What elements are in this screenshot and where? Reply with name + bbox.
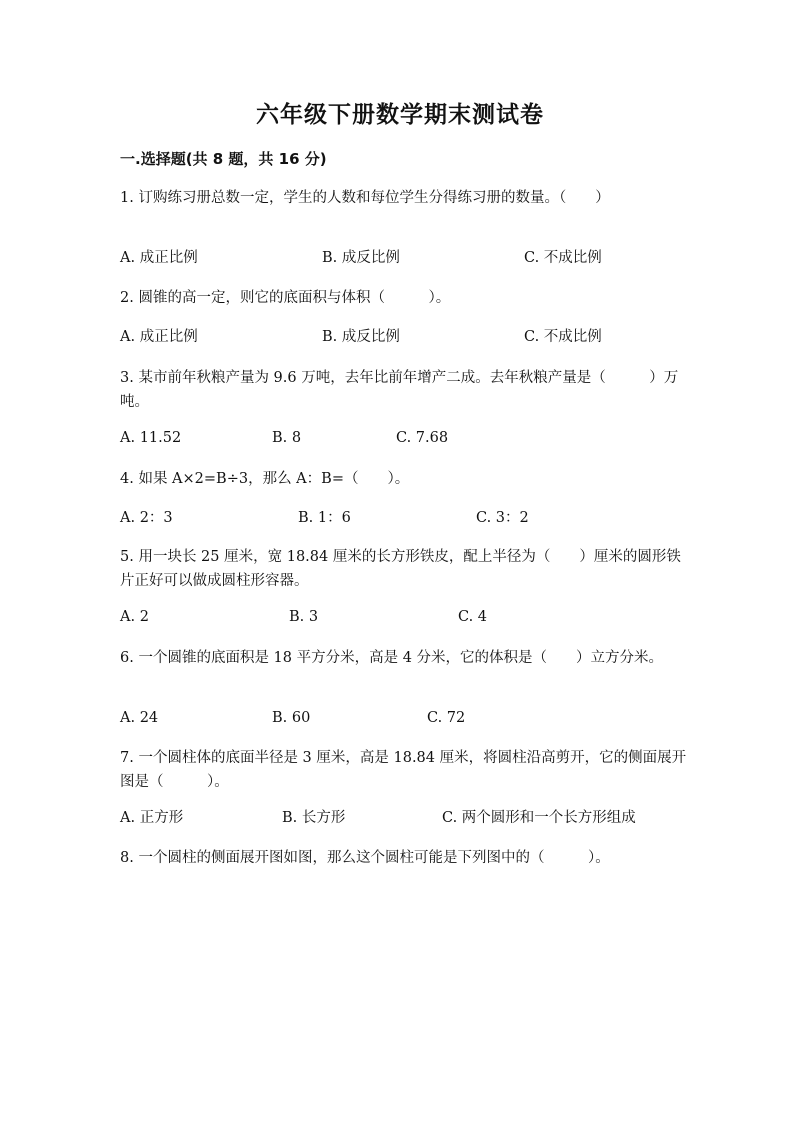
section-heading: 一.选择题(共 8 题，共 16 分) bbox=[120, 150, 327, 168]
question-5: 5. 用一块长 25 厘米，宽 18.84 厘米的长方形铁皮，配上半径为（ ）厘米的圆形铁片正好可以做成圆柱形容器。 bbox=[120, 549, 681, 589]
q2-option-c[interactable]: C. 不成比例 bbox=[524, 329, 602, 345]
q3-option-a[interactable]: A. 11.52 bbox=[120, 430, 182, 446]
q3-option-c[interactable]: C. 7.68 bbox=[396, 430, 449, 446]
q1-option-a[interactable]: A. 成正比例 bbox=[120, 250, 198, 266]
q5-option-a[interactable]: A. 2 bbox=[120, 609, 149, 625]
q1-option-b[interactable]: B. 成反比例 bbox=[322, 250, 400, 266]
q2-option-a[interactable]: A. 成正比例 bbox=[120, 329, 198, 345]
question-1: 1. 订购练习册总数一定，学生的人数和每位学生分得练习册的数量。（ ） bbox=[120, 190, 610, 206]
q4-option-a[interactable]: A. 2：3 bbox=[120, 510, 173, 526]
question-4: 4. 如果 A×2=B÷3，那么 A：B=（ ）。 bbox=[120, 471, 410, 487]
q1-option-c[interactable]: C. 不成比例 bbox=[524, 250, 602, 266]
question-2: 2. 圆锥的高一定，则它的底面积与体积（ ）。 bbox=[120, 290, 451, 306]
q4-option-b[interactable]: B. 1：6 bbox=[298, 510, 351, 526]
q4-option-c[interactable]: C. 3：2 bbox=[476, 510, 529, 526]
q5-option-c[interactable]: C. 4 bbox=[458, 609, 488, 625]
q6-option-a[interactable]: A. 24 bbox=[120, 710, 159, 726]
q6-option-c[interactable]: C. 72 bbox=[427, 710, 466, 726]
q3-option-b[interactable]: B. 8 bbox=[272, 430, 302, 446]
q7-option-c[interactable]: C. 两个圆形和一个长方形组成 bbox=[442, 810, 636, 826]
q5-option-b[interactable]: B. 3 bbox=[289, 609, 319, 625]
q6-option-b[interactable]: B. 60 bbox=[272, 710, 311, 726]
q7-option-a[interactable]: A. 正方形 bbox=[120, 810, 184, 826]
question-8: 8. 一个圆柱的侧面展开图如图，那么这个圆柱可能是下列图中的（ ）。 bbox=[120, 850, 610, 866]
question-3: 3. 某市前年秋粮产量为 9.6 万吨，去年比前年增产二成。去年秋粮产量是（ ）万吨。 bbox=[120, 370, 679, 410]
q2-option-b[interactable]: B. 成反比例 bbox=[322, 329, 400, 345]
question-6: 6. 一个圆锥的底面积是 18 平方分米，高是 4 分米，它的体积是（ ）立方分米。 bbox=[120, 650, 664, 666]
question-7: 7. 一个圆柱体的底面半径是 3 厘米，高是 18.84 厘米，将圆柱沿高剪开，它的侧面展开图是（ ）。 bbox=[120, 750, 687, 790]
q7-option-b[interactable]: B. 长方形 bbox=[282, 810, 346, 826]
page-title: 六年级下册数学期末测试卷 bbox=[256, 101, 544, 128]
